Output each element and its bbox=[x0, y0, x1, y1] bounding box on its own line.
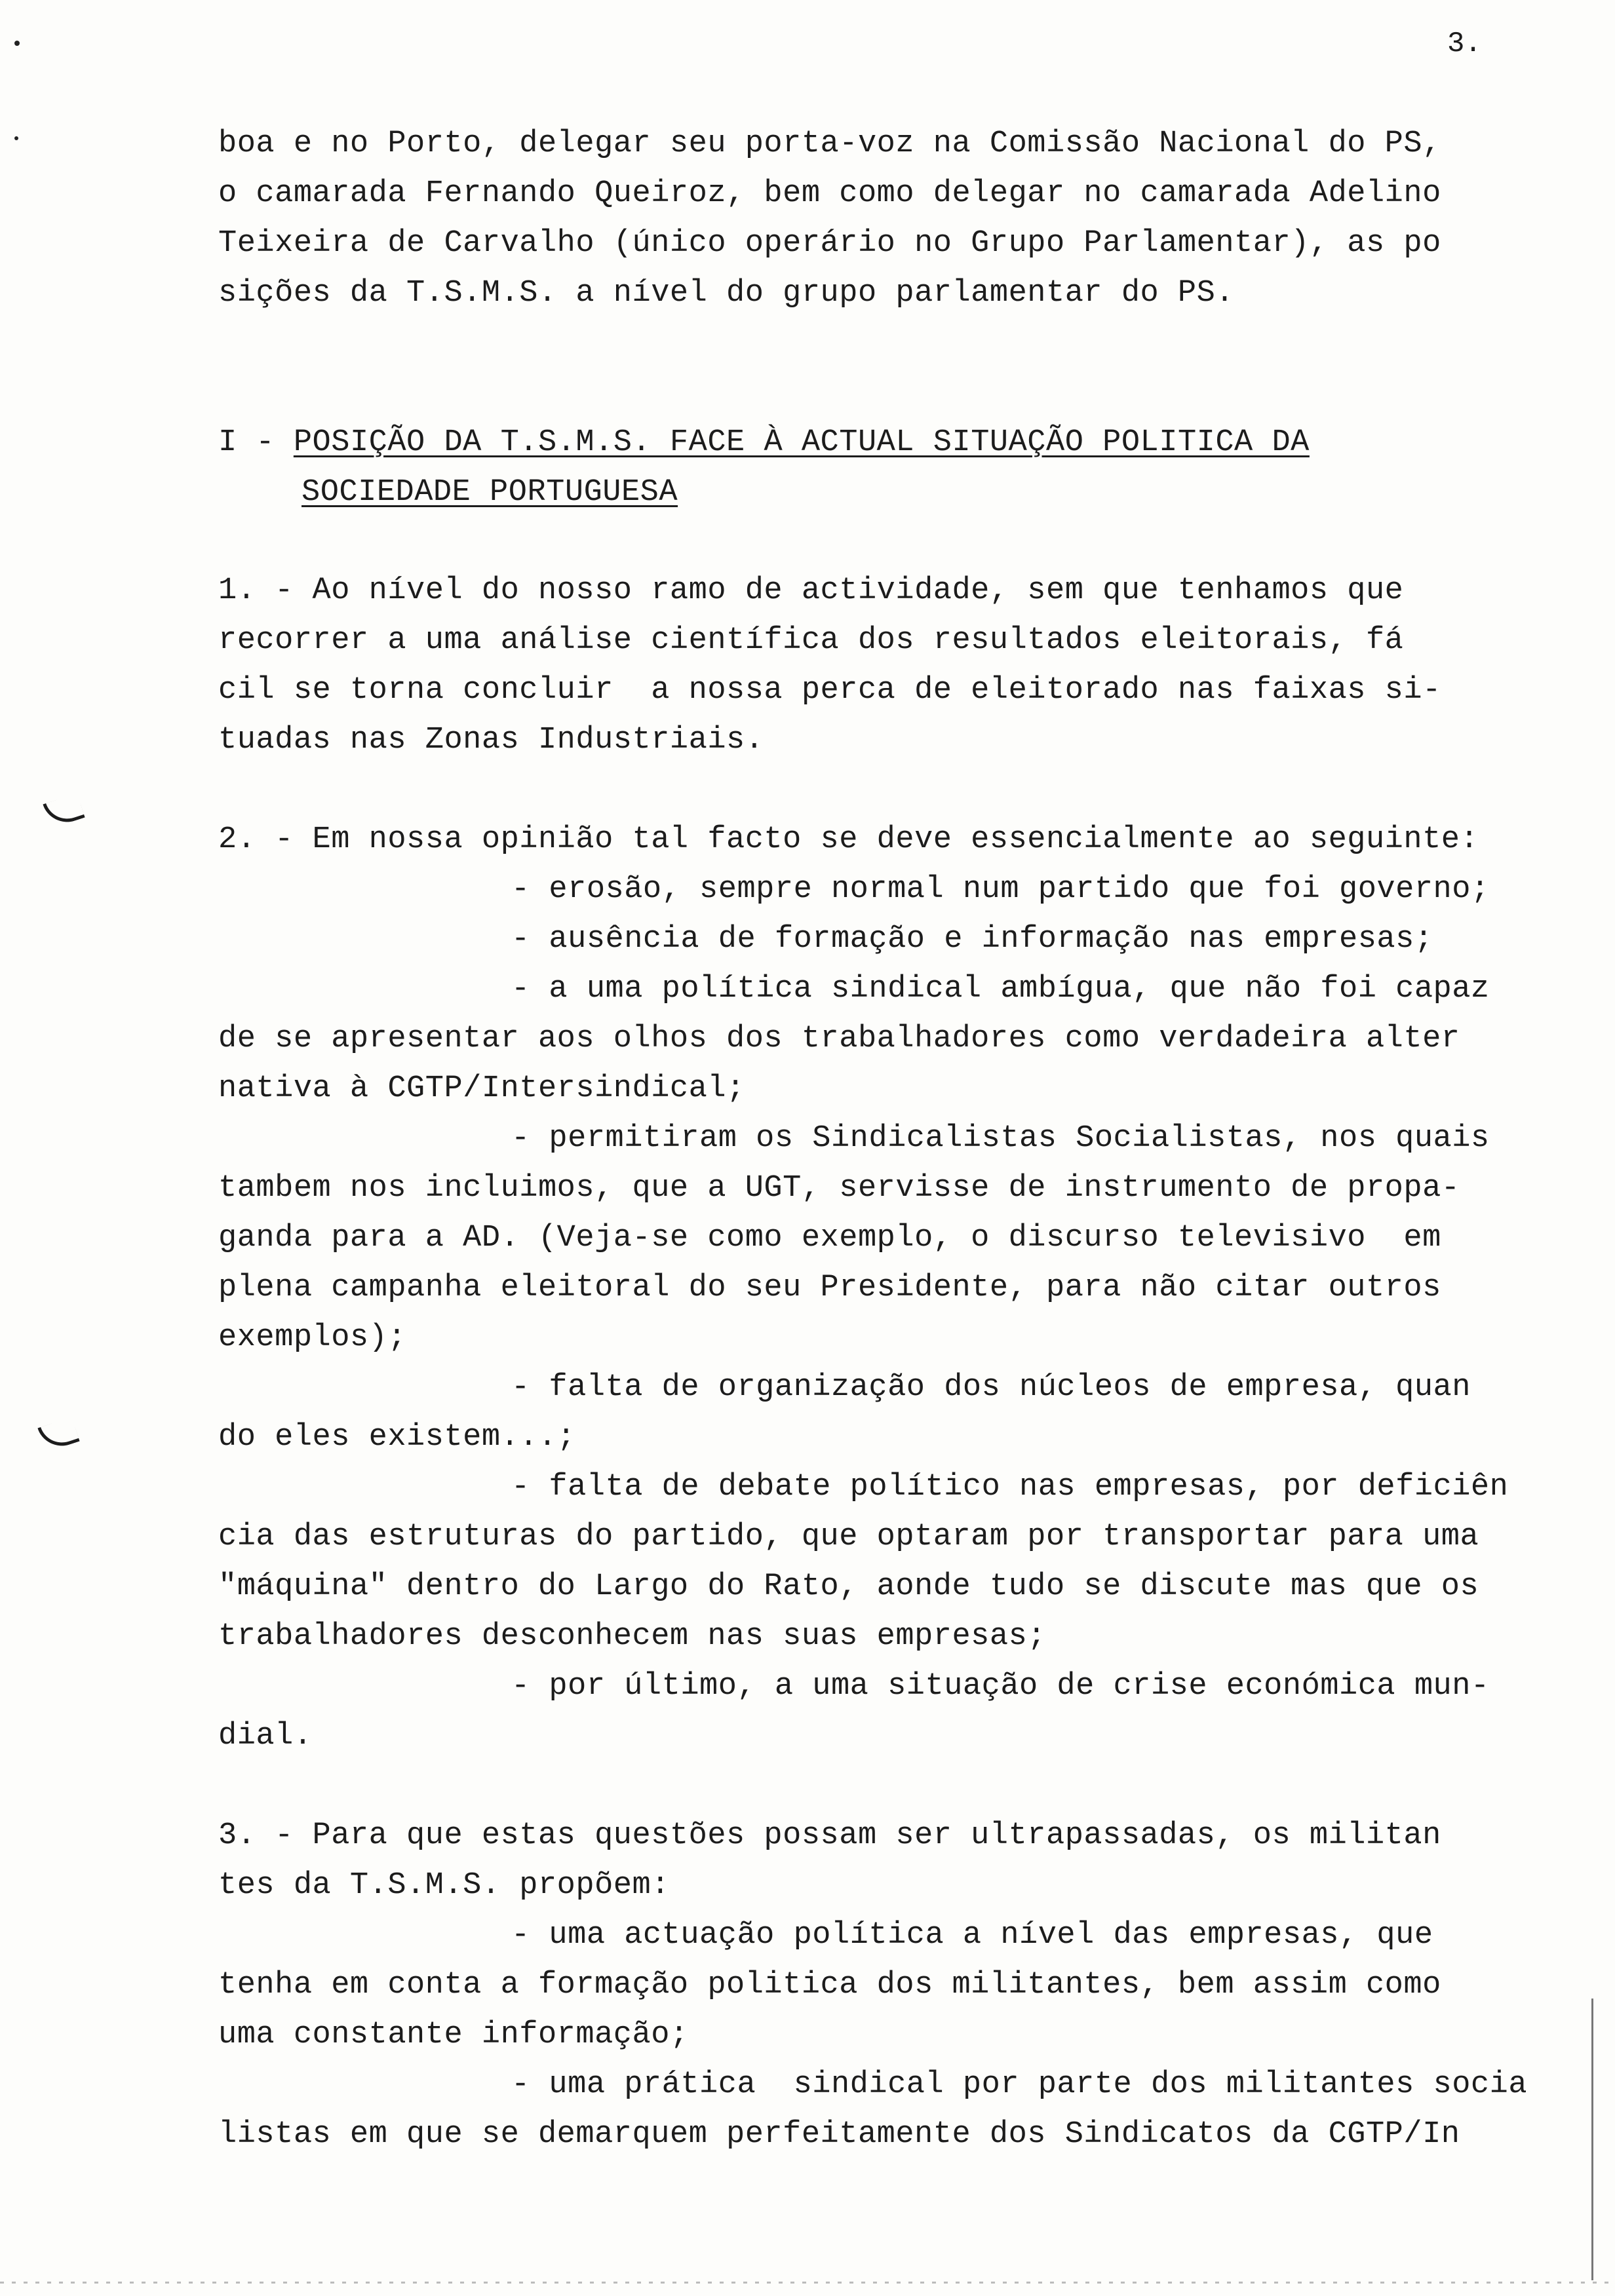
para2-continuation: de se apresentar aos olhos dos trabalhadores como verdadeira alter bbox=[218, 1022, 1460, 1056]
para2-item: - ausência de formação e informação nas empresas; bbox=[511, 922, 1433, 957]
margin-punch-mark bbox=[37, 1417, 79, 1452]
para3-lead: tes da T.S.M.S. propõem: bbox=[218, 1868, 670, 1903]
para3-continuation: tenha em conta a formação politica dos militantes, bem assim como bbox=[218, 1968, 1441, 2002]
para2-continuation: dial. bbox=[218, 1719, 313, 1753]
para2-continuation: do eles existem...; bbox=[218, 1420, 576, 1455]
para3-item: - uma actuação política a nível das empresas, que bbox=[511, 1918, 1433, 1953]
page-number: 3. bbox=[1447, 28, 1482, 60]
para2-item: - falta de organização dos núcleos de empresa, quan bbox=[511, 1370, 1471, 1405]
intro-line: boa e no Porto, delegar seu porta-voz na Comissão Nacional do PS, bbox=[218, 126, 1441, 161]
page-edge-shadow bbox=[1591, 1999, 1593, 2280]
scan-speck bbox=[14, 41, 20, 46]
intro-line: o camarada Fernando Queiroz, bem como delegar no camarada Adelino bbox=[218, 176, 1441, 211]
para2-continuation: tambem nos incluimos, que a UGT, servisse de instrumento de propa- bbox=[218, 1171, 1460, 1206]
intro-line: sições da T.S.M.S. a nível do grupo parlamentar do PS. bbox=[218, 276, 1235, 311]
section-number: I - bbox=[218, 425, 294, 460]
para2-continuation: nativa à CGTP/Intersindical; bbox=[218, 1071, 745, 1106]
para2-item: - permitiram os Sindicalistas Socialistas, nos quais bbox=[511, 1121, 1490, 1156]
para1-line: 1. - Ao nível do nosso ramo de actividade, sem que tenhamos que bbox=[218, 573, 1404, 608]
para2-continuation: plena campanha eleitoral do seu Presidente, para não citar outros bbox=[218, 1271, 1441, 1305]
para1-line: recorrer a uma análise científica dos resultados eleitorais, fá bbox=[218, 623, 1404, 658]
scan-speck bbox=[14, 136, 18, 140]
bottom-scan-noise bbox=[0, 2282, 1615, 2284]
margin-punch-mark bbox=[43, 793, 85, 828]
para3-item: - uma prática sindical por parte dos militantes socia bbox=[511, 2067, 1528, 2102]
para2-continuation: "máquina" dentro do Largo do Rato, aonde tudo se discute mas que os bbox=[218, 1569, 1479, 1604]
section-heading bbox=[218, 423, 1310, 463]
para2-item: - erosão, sempre normal num partido que foi governo; bbox=[511, 872, 1490, 907]
para2-continuation: ganda para a AD. (Veja-se como exemplo, o discurso televisivo em bbox=[218, 1221, 1441, 1255]
para2-lead: 2. - Em nossa opinião tal facto se deve essencialmente ao seguinte: bbox=[218, 822, 1479, 857]
intro-line: Teixeira de Carvalho (único operário no Grupo Parlamentar), as po bbox=[218, 226, 1441, 261]
para2-continuation: trabalhadores desconhecem nas suas empresas; bbox=[218, 1619, 1047, 1654]
section-title-line1: POSIÇÃO DA T.S.M.S. FACE À ACTUAL SITUAÇÃO POLITICA DA bbox=[293, 425, 1310, 460]
para2-continuation: exemplos); bbox=[218, 1320, 407, 1355]
para2-continuation: cia das estruturas do partido, que optaram por transportar para uma bbox=[218, 1520, 1479, 1554]
para1-line: tuadas nas Zonas Industriais. bbox=[218, 723, 764, 757]
para2-item: - a uma política sindical ambígua, que não foi capaz bbox=[511, 972, 1490, 1006]
para1-line: cil se torna concluir a nossa perca de eleitorado nas faixas si- bbox=[218, 673, 1441, 708]
para3-lead: 3. - Para que estas questões possam ser ultrapassadas, os militan bbox=[218, 1818, 1441, 1853]
para2-item: - por último, a uma situação de crise económica mun- bbox=[511, 1669, 1490, 1704]
section-title-line2: SOCIEDADE PORTUGUESA bbox=[302, 475, 678, 510]
para3-continuation: uma constante informação; bbox=[218, 2018, 689, 2052]
para3-continuation: listas em que se demarquem perfeitamente dos Sindicatos da CGTP/In bbox=[218, 2117, 1460, 2152]
para2-item: - falta de debate político nas empresas, por deficiên bbox=[511, 1470, 1509, 1504]
